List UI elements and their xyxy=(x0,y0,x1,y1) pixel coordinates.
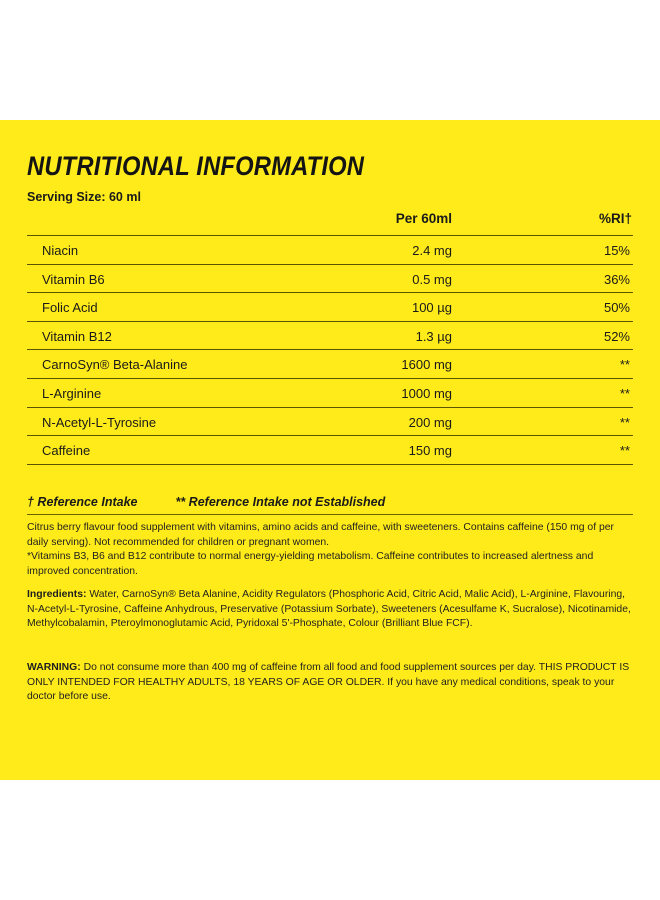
nutrient-ri: 52% xyxy=(603,328,630,344)
ingredients-label: Ingredients: xyxy=(27,589,87,600)
nutrient-amount: 100 µg xyxy=(411,300,452,316)
warning-text: Do not consume more than 400 mg of caffeine from all food and food supplement sources per day. THIS PRODUCT IS ONLY INTENDED FOR HEALTHY ADULTS, 18 YEARS OF AGE OR OLDER. If you have any medical conditions, speak to your doctor before use. xyxy=(27,662,630,703)
nutrient-amount: 1.3 µg xyxy=(415,328,452,344)
ingredients-text: Water, CarnoSyn® Beta Alanine, Acidity Regulators (Phosphoric Acid, Citric Acid, Malic Acid), L-Arginine, Flavouring, N-Acetyl-L-Tyrosine, Caffeine Anhydrous, Preservative (Potassium Sorbate), Sweeteners (Acesulfame K, Sucralose), Nicotinamide, Methylcobalamin, Pteroylmonoglutamic Acid, Pyridoxal 5'-Phosphate, Colour (Brilliant Blue FCF). xyxy=(27,589,631,630)
nutrient-name: Vitamin B6 xyxy=(42,271,105,287)
table-row xyxy=(27,293,633,322)
description-block xyxy=(27,521,635,579)
claims-text: *Vitamins B3, B6 and B12 contribute to normal energy-yielding metabolism. Caffeine contributes to increased alertness and improved concentration. xyxy=(27,551,594,577)
nutrient-amount: 0.5 mg xyxy=(412,271,452,287)
table-row xyxy=(27,350,633,379)
page-title: NUTRITIONAL INFORMATION xyxy=(27,151,365,181)
warning-block xyxy=(27,661,635,705)
nutrient-ri: ** xyxy=(619,357,630,373)
nutrient-amount: 150 mg xyxy=(408,443,452,459)
serving-size: Serving Size: 60 ml xyxy=(27,190,141,204)
nutrient-name: Vitamin B12 xyxy=(42,328,112,344)
footnotes xyxy=(27,495,385,509)
table-row xyxy=(27,379,633,408)
header-ri: %RI† xyxy=(598,211,632,226)
nutrient-amount: 200 mg xyxy=(408,414,452,430)
nutrient-ri: 36% xyxy=(603,271,630,287)
nutrient-ri: ** xyxy=(619,385,630,401)
nutrient-ri: 15% xyxy=(603,243,630,258)
nutrient-name: CarnoSyn® Beta-Alanine xyxy=(42,357,188,373)
table-row xyxy=(27,436,633,465)
table-row xyxy=(27,408,633,437)
nutrition-table xyxy=(27,206,633,465)
ingredients-block xyxy=(27,588,635,632)
nutrient-ri: 50% xyxy=(603,300,630,316)
warning-label: WARNING: xyxy=(27,662,81,673)
table-header xyxy=(27,206,633,236)
footnote-not-established: ** Reference Intake not Established xyxy=(175,495,386,509)
table-row xyxy=(27,322,633,351)
description-text: Citrus berry flavour food supplement with vitamins, amino acids and caffeine, with sweeteners. Contains caffeine (150 mg of per daily serving). Not recommended for children or pregnant women. xyxy=(27,522,614,548)
nutrient-amount: 1600 mg xyxy=(401,357,452,373)
nutrient-name: L-Arginine xyxy=(42,385,102,401)
nutrient-name: N-Acetyl-L-Tyrosine xyxy=(42,414,157,430)
nutrient-ri: ** xyxy=(619,414,630,430)
nutrient-amount: 1000 mg xyxy=(401,385,452,401)
table-row xyxy=(27,265,633,294)
footnote-reference-intake: † Reference Intake xyxy=(27,495,138,509)
nutrient-name: Folic Acid xyxy=(42,300,98,316)
nutrient-name: Caffeine xyxy=(42,443,91,459)
nutrient-name: Niacin xyxy=(42,243,79,258)
nutrient-ri: ** xyxy=(619,443,630,459)
header-per-60ml: Per 60ml xyxy=(395,211,452,226)
nutrition-panel xyxy=(0,120,660,780)
table-row xyxy=(27,236,633,265)
nutrient-amount: 2.4 mg xyxy=(412,243,452,258)
divider xyxy=(27,514,633,515)
